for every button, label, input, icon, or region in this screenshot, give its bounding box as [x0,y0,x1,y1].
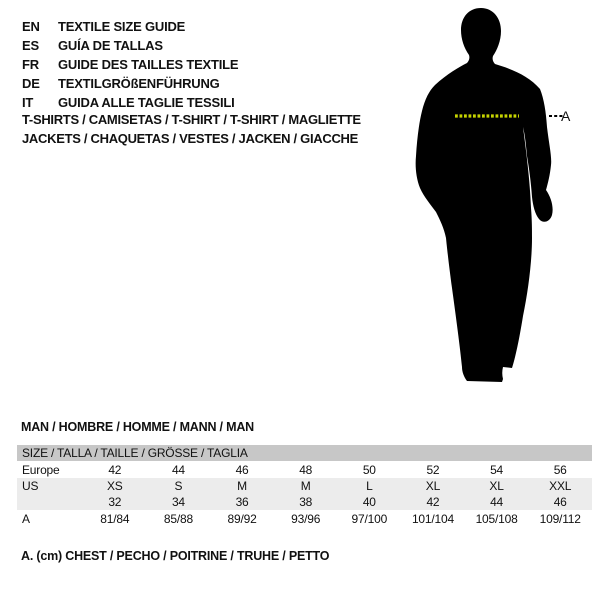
garment-line-tshirts: T-SHIRTS / CAMISETAS / T-SHIRT / T-SHIRT / MAGLIETTE [22,112,361,127]
table-row-europe [17,461,592,478]
language-code: EN [22,19,40,34]
garment-category-list [22,110,361,148]
language-row [22,55,238,74]
size-cell: 105/108 [475,511,518,526]
language-title-list [22,17,238,112]
size-cell: 93/96 [291,511,321,526]
size-cell: 101/104 [411,511,454,526]
size-cell: 32 [108,495,122,509]
size-cell: 46 [235,462,249,477]
language-row [22,36,238,55]
man-silhouette [405,0,580,395]
measure-label-a: A [561,108,571,124]
size-cell: 42 [426,495,440,509]
size-cell: 38 [299,495,313,509]
size-cell: 52 [426,462,440,477]
size-cell: 97/100 [351,511,388,526]
size-cell: 89/92 [227,511,257,526]
guide-title: TEXTILE SIZE GUIDE [58,19,186,34]
size-cell: 40 [362,495,376,509]
size-cell: 44 [171,462,185,477]
size-table [17,445,592,527]
size-cell: 46 [553,495,567,509]
guide-title: GUIDA ALLE TAGLIE TESSILI [58,95,235,110]
guide-title: TEXTILGRÖßENFÜHRUNG [58,76,220,91]
row-label: US [22,479,39,493]
size-cell: 42 [108,462,122,477]
table-row-us [17,478,592,494]
size-cell: M [300,479,311,493]
row-label: Europe [22,462,60,477]
size-cell: L [366,479,373,493]
size-cell: 81/84 [100,511,130,526]
row-label: A [22,511,30,526]
language-code: ES [22,38,39,53]
table-section-title: MAN / HOMBRE / HOMME / MANN / MAN [21,420,254,434]
size-cell: 109/112 [539,511,581,526]
language-row [22,74,238,93]
size-cell: XXL [549,479,572,493]
size-cell: 50 [362,462,376,477]
size-cell: 56 [553,462,567,477]
size-table-header: SIZE / TALLA / TAILLE / GRÖSSE / TAGLIA [17,445,592,461]
man-silhouette-figure [405,0,580,395]
language-code: DE [22,76,40,91]
size-cell: XL [425,479,441,493]
measurement-footnote: A. (cm) CHEST / PECHO / POITRINE / TRUHE / PETTO [21,549,330,563]
table-row-us-numeric [17,494,592,510]
language-code: IT [22,95,34,110]
size-cell: 85/88 [163,511,193,526]
man-silhouette-shape [416,8,553,382]
size-cell: 44 [490,495,504,509]
size-cell: S [174,479,183,493]
size-cell: M [237,479,247,493]
size-cell: 36 [235,495,249,509]
language-code: FR [22,57,39,72]
size-cell: 54 [490,462,504,477]
size-cell: XS [107,479,123,493]
size-cell: XL [489,479,504,493]
language-row [22,17,238,36]
garment-line-jackets: JACKETS / CHAQUETAS / VESTES / JACKEN / GIACCHE [22,131,358,146]
size-cell: 34 [171,495,185,509]
guide-title: GUÍA DE TALLAS [58,38,163,53]
table-row-chest [17,510,592,527]
guide-title: GUIDE DES TAILLES TEXTILE [58,57,239,72]
size-cell: 48 [299,462,313,477]
